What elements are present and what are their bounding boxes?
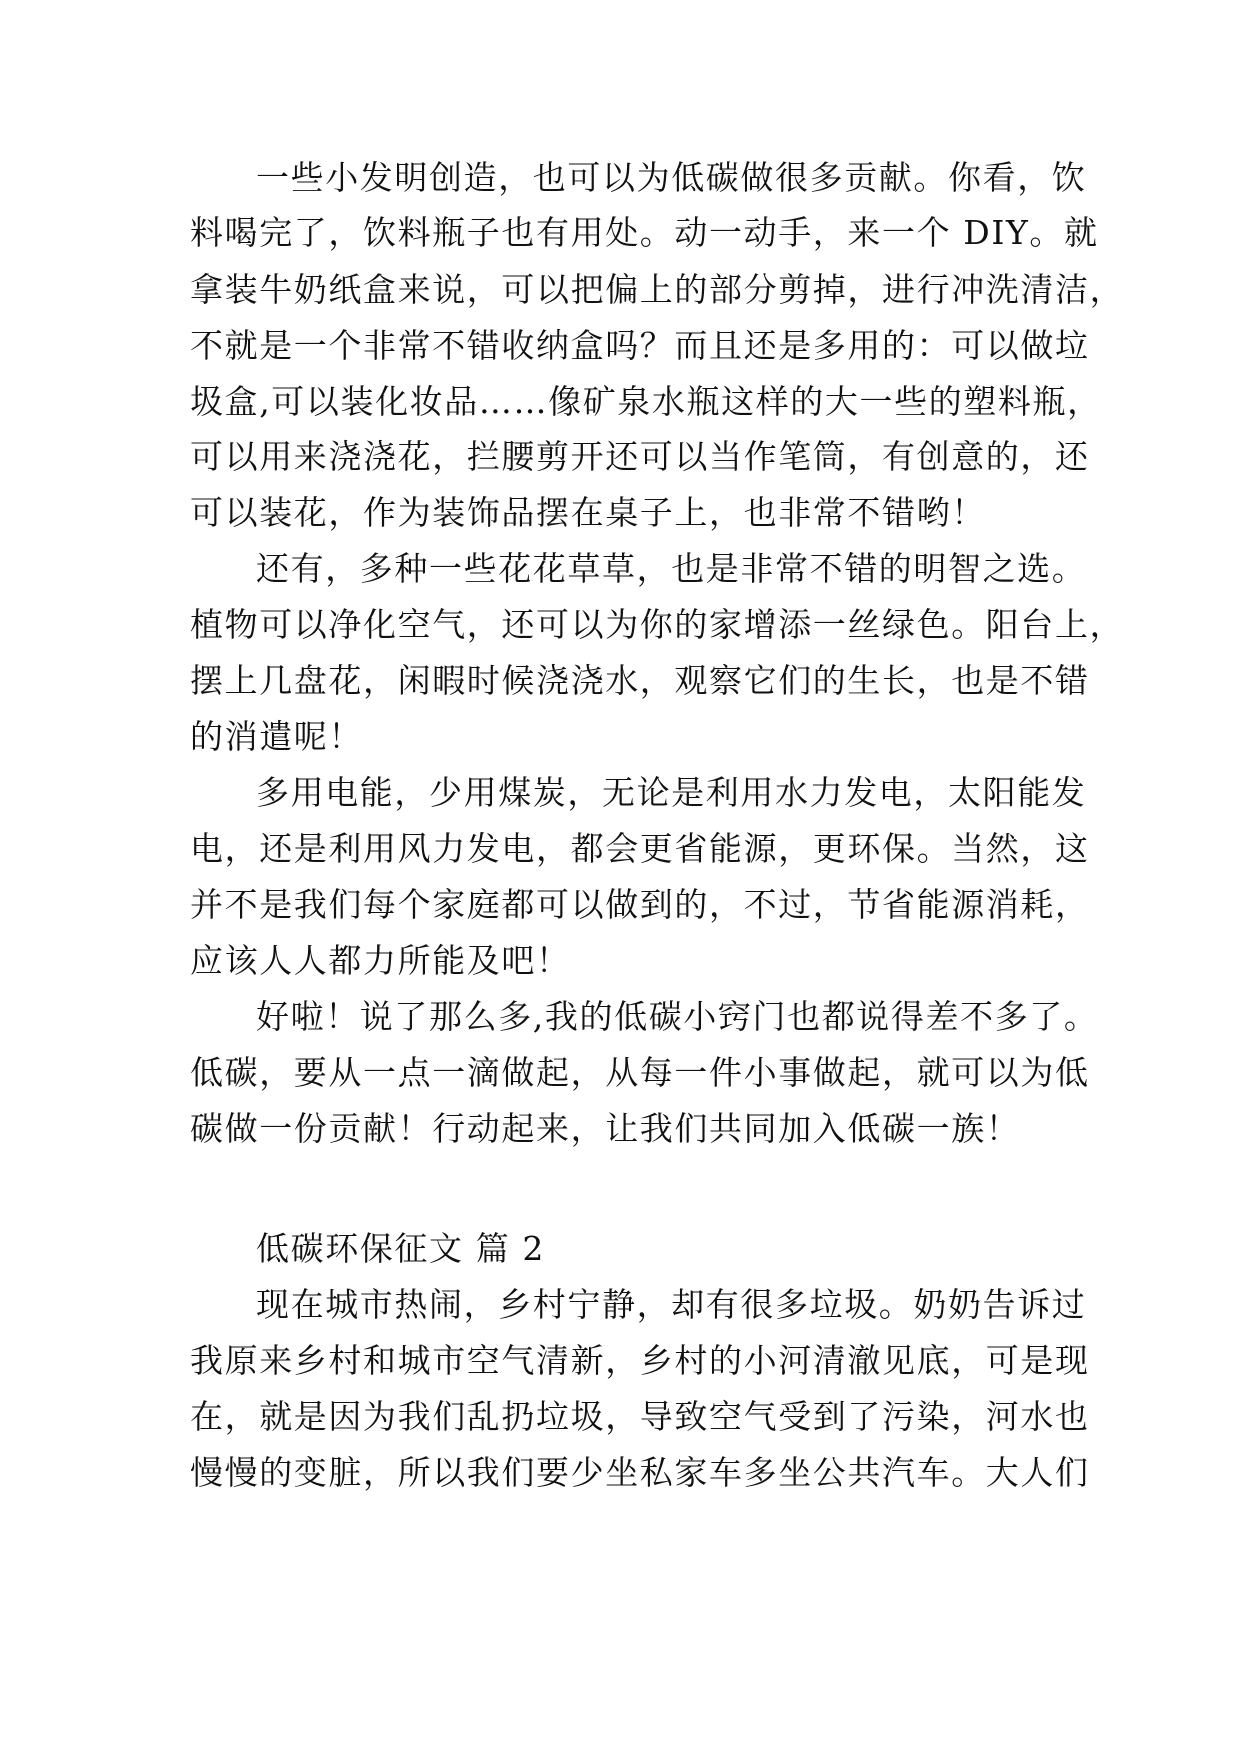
paragraph-line: 圾盒,可以装化妆品……像矿泉水瓶这样的大一些的塑料瓶， [190,382,1102,421]
paragraph-line: 好啦！说了那么多,我的低碳小窍门也都说得差不多了。 [256,997,1099,1036]
paragraph-line: 植物可以净化空气，还可以为你的家增添一丝绿色。阳台上， [190,605,1125,644]
paragraph-line: 慢慢的变脏，所以我们要少坐私家车多坐公共汽车。大人们 [190,1453,1090,1492]
section-title: 低碳环保征文 篇 2 [256,1229,545,1268]
paragraph-line: 碳做一份贡献！行动起来，让我们共同加入低碳一族！ [190,1109,1021,1148]
paragraph-line: 摆上几盘花，闲暇时候浇浇水，观察它们的生长，也是不错 [190,661,1090,700]
paragraph-line: 一些小发明创造，也可以为低碳做很多贡献。你看，饮 [256,158,1087,197]
paragraph-line: 在，就是因为我们乱扔垃圾，导致空气受到了污染，河水也 [190,1397,1090,1436]
paragraph-line: 可以用来浇浇花，拦腰剪开还可以当作笔筒，有创意的，还 [190,437,1090,476]
paragraph-line: 拿装牛奶纸盒来说，可以把偏上的部分剪掉，进行冲洗清洁， [190,270,1125,309]
paragraph-line: 可以装花，作为装饰品摆在桌子上，也非常不错哟！ [190,493,986,532]
paragraph-line: 还有，多种一些花花草草，也是非常不错的明智之选。 [256,549,1087,588]
paragraph-line: 应该人人都力所能及吧！ [190,941,571,980]
paragraph-line: 我原来乡村和城市空气清新，乡村的小河清澈见底，可是现 [190,1341,1090,1380]
paragraph-line: 多用电能，少用煤炭，无论是利用水力发电，太阳能发 [256,773,1087,812]
paragraph-line: 电，还是利用风力发电，都会更省能源，更环保。当然，这 [190,829,1090,868]
paragraph-line: 的消遣呢！ [190,717,363,756]
paragraph-line: 现在城市热闹，乡村宁静，却有很多垃圾。奶奶告诉过 [256,1285,1087,1324]
paragraph-line: 并不是我们每个家庭都可以做到的，不过，节省能源消耗， [190,885,1090,924]
paragraph-line: 不就是一个非常不错收纳盒吗？而且还是多用的：可以做垃 [190,326,1090,365]
paragraph-line: 低碳，要从一点一滴做起，从每一件小事做起，就可以为低 [190,1053,1090,1092]
paragraph-line: 料喝完了，饮料瓶子也有用处。动一动手，来一个 DIY。就 [190,213,1099,252]
